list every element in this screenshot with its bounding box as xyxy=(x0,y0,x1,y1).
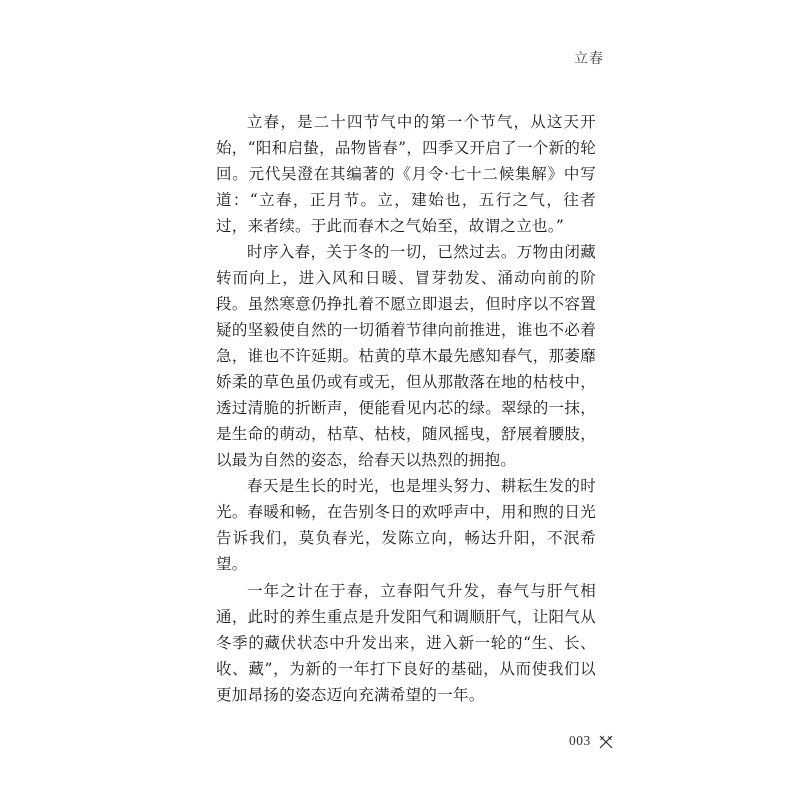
running-header-title: 立春 xyxy=(574,51,604,67)
paragraph-growth: 春天是生长的时光，也是埋头努力、耕耘生发的时光。春暖和畅，在告别冬日的欢呼声中，用和煦的日光告诉我们，莫负春光，发陈立向，畅达升阳，不泯希望。 xyxy=(216,477,596,573)
page-number: 003 xyxy=(569,733,591,748)
paragraph-season: 时序入春，关于冬的一切，已然过去。万物由闭藏转而向上，进入风和日暖、冒芽勃发、涌动向前的阶段。虽然寒意仍挣扎着不愿立即退去，但时序以不容置疑的坚毅使自然的一切循着节律向前推进，谁也不必着急，谁也不许延期。枯黄的草木最先感知春气，那萎靡娇柔的草色虽仍或有或无，但从那散落在地的枯枝中，透过清脆的折断声，便能看见内芯的绿。翠绿的一抹，是生命的萌动，枯草、枯枝，随风摇曳，舒展着腰肢，以最为自然的姿态，给春天以热烈的拥抱。 xyxy=(216,243,596,469)
text-section-health xyxy=(216,578,596,708)
page-footer xyxy=(569,733,613,749)
paragraph-intro: 立春，是二十四节气中的第一个节气，从这天开始，“阳和启蛰，品物皆春”，四季又开启了一个新的轮回。元代吴澄在其编著的《月令·七十二候集解》中写道：“立春，正月节。立，建始也，五行之气，往者过，来者续。于此而春木之气始至，故谓之立也。” xyxy=(216,113,596,235)
paragraph-health: 一年之计在于春，立春阳气升发，春气与肝气相通，此时的养生重点是升发阳气和调顺肝气，让阳气从冬季的藏伏状态中升发出来，进入新一轮的“生、长、收、藏”，为新的一年打下良好的基础，从而使我们以更加昂扬的姿态迈向充满希望的一年。 xyxy=(216,582,596,704)
crossed-sprig-icon xyxy=(599,734,613,748)
text-section-main xyxy=(216,109,596,577)
